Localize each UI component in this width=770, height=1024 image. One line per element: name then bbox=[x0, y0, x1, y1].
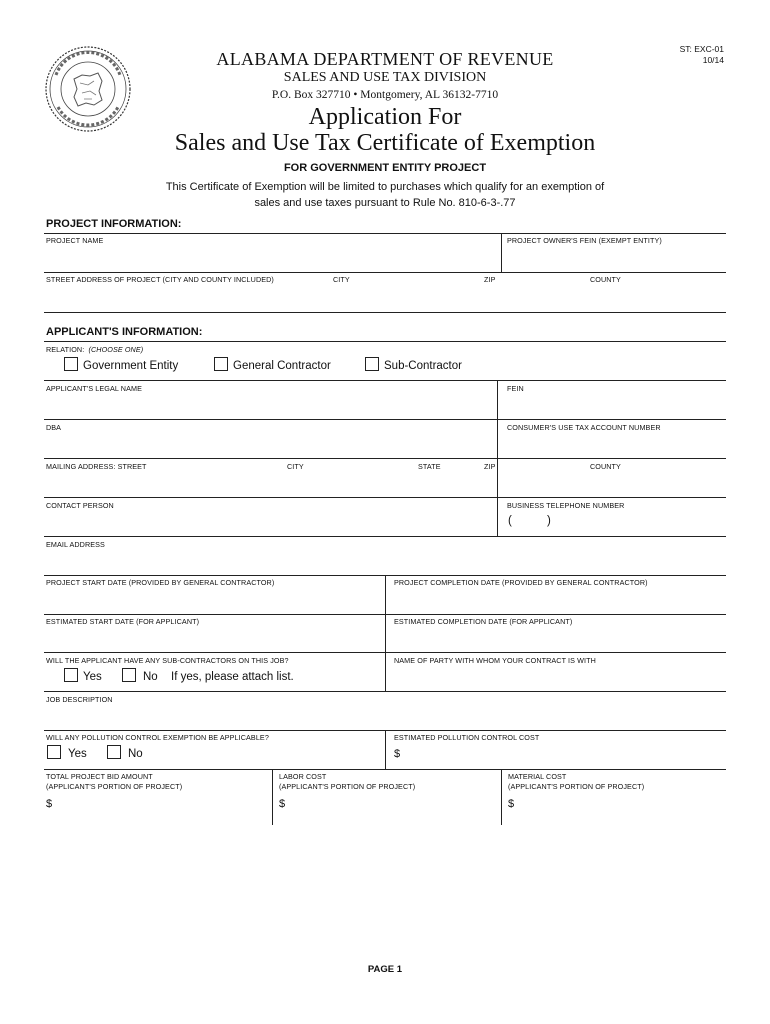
divider bbox=[44, 497, 726, 498]
form-subtitle: FOR GOVERNMENT ENTITY PROJECT bbox=[283, 162, 487, 174]
relation-government-checkbox[interactable] bbox=[64, 357, 78, 371]
total-bid-field[interactable]: $ bbox=[46, 798, 53, 810]
contract-party-field[interactable] bbox=[394, 666, 722, 690]
divider bbox=[44, 652, 726, 653]
relation-sub-contractor-label: Sub-Contractor bbox=[384, 360, 462, 372]
form-title-line1: Application For bbox=[308, 104, 462, 130]
material-cost-label-line2: (APPLICANT'S PORTION OF PROJECT) bbox=[508, 782, 645, 791]
mailing-street-label: MAILING ADDRESS: STREET bbox=[46, 462, 147, 471]
mailing-state-label: STATE bbox=[418, 462, 441, 471]
est-completion-label: ESTIMATED COMPLETION DATE (FOR APPLICANT) bbox=[394, 617, 573, 626]
pollution-yes-label: Yes bbox=[68, 748, 87, 760]
divider bbox=[44, 341, 726, 342]
department-name: ALABAMA DEPARTMENT OF REVENUE bbox=[216, 49, 554, 69]
material-cost-field[interactable]: $ bbox=[508, 798, 515, 810]
relation-general-contractor-checkbox[interactable] bbox=[214, 357, 228, 371]
divider bbox=[44, 536, 726, 537]
project-name-label: PROJECT NAME bbox=[46, 236, 104, 245]
project-completion-gc-field[interactable] bbox=[394, 588, 722, 612]
business-phone-field[interactable]: ( ) bbox=[508, 515, 551, 527]
divider bbox=[385, 730, 386, 769]
project-address-field[interactable] bbox=[46, 286, 722, 310]
relation-government-label: Government Entity bbox=[83, 360, 179, 372]
labor-cost-label-line2: (APPLICANT'S PORTION OF PROJECT) bbox=[279, 782, 416, 791]
subcontractors-yes-label: Yes bbox=[83, 671, 102, 683]
page-number: PAGE 1 bbox=[367, 964, 403, 975]
project-start-gc-label: PROJECT START DATE (PROVIDED BY GENERAL CONTRACTOR) bbox=[46, 578, 275, 587]
mailing-zip-label: ZIP bbox=[484, 462, 496, 471]
fein-label: FEIN bbox=[507, 384, 524, 393]
dba-field[interactable] bbox=[46, 433, 492, 457]
attach-list-note: If yes, please attach list. bbox=[171, 671, 294, 683]
email-field[interactable] bbox=[46, 550, 722, 574]
consumer-use-tax-field[interactable] bbox=[507, 433, 722, 457]
divider bbox=[44, 769, 726, 770]
est-start-field[interactable] bbox=[46, 627, 380, 651]
divider bbox=[44, 272, 726, 273]
relation-label-text: RELATION: bbox=[46, 345, 85, 354]
divider bbox=[272, 769, 273, 825]
mailing-address-field[interactable] bbox=[46, 472, 722, 496]
material-cost-label bbox=[508, 772, 644, 792]
project-start-gc-field[interactable] bbox=[46, 588, 380, 612]
labor-cost-label-line1: LABOR COST bbox=[279, 772, 327, 781]
intro-text bbox=[0, 179, 770, 211]
project-city-label: CITY bbox=[333, 275, 350, 284]
divider bbox=[501, 233, 502, 272]
divider bbox=[44, 458, 726, 459]
form-title-line2: Sales and Use Tax Certificate of Exemption bbox=[174, 130, 596, 156]
relation-label bbox=[46, 345, 143, 354]
dba-label: DBA bbox=[46, 423, 62, 432]
est-completion-field[interactable] bbox=[394, 627, 722, 651]
mailing-county-label: COUNTY bbox=[590, 462, 621, 471]
email-label: EMAIL ADDRESS bbox=[46, 540, 105, 549]
divider bbox=[44, 233, 726, 234]
divider bbox=[44, 614, 726, 615]
project-zip-label: ZIP bbox=[484, 275, 496, 284]
job-description-label: JOB DESCRIPTION bbox=[46, 695, 113, 704]
pollution-no-checkbox[interactable] bbox=[107, 745, 121, 759]
subcontractors-yes-checkbox[interactable] bbox=[64, 668, 78, 682]
total-bid-label bbox=[46, 772, 182, 792]
division-name: SALES AND USE TAX DIVISION bbox=[283, 70, 487, 85]
department-address: P.O. Box 327710 • Montgomery, AL 36132-7710 bbox=[271, 89, 499, 101]
project-street-label: STREET ADDRESS OF PROJECT (CITY AND COUNTY INCLUDED) bbox=[46, 275, 274, 284]
owner-fein-label: PROJECT OWNER'S FEIN (EXEMPT ENTITY) bbox=[507, 236, 662, 245]
legal-name-field[interactable] bbox=[46, 394, 492, 418]
contact-person-label: CONTACT PERSON bbox=[46, 501, 114, 510]
form-revision: 10/14 bbox=[702, 55, 724, 65]
subcontractors-no-checkbox[interactable] bbox=[122, 668, 136, 682]
divider bbox=[44, 380, 726, 381]
form-number: ST: EXC-01 bbox=[679, 44, 724, 54]
total-bid-label-line2: (APPLICANT'S PORTION OF PROJECT) bbox=[46, 782, 183, 791]
material-cost-label-line1: MATERIAL COST bbox=[508, 772, 567, 781]
labor-cost-label bbox=[279, 772, 415, 792]
relation-hint: (CHOOSE ONE) bbox=[88, 345, 144, 354]
pollution-cost-label: ESTIMATED POLLUTION CONTROL COST bbox=[394, 733, 540, 742]
divider bbox=[44, 312, 726, 313]
project-info-heading: PROJECT INFORMATION: bbox=[46, 218, 182, 230]
project-name-field[interactable] bbox=[46, 246, 496, 270]
divider bbox=[44, 419, 726, 420]
subcontractors-question: WILL THE APPLICANT HAVE ANY SUB-CONTRACTORS ON THIS JOB? bbox=[46, 656, 289, 665]
divider bbox=[501, 769, 502, 825]
est-start-label: ESTIMATED START DATE (FOR APPLICANT) bbox=[46, 617, 200, 626]
total-bid-label-line1: TOTAL PROJECT BID AMOUNT bbox=[46, 772, 153, 781]
pollution-no-label: No bbox=[128, 748, 143, 760]
contact-person-field[interactable] bbox=[46, 511, 492, 535]
pollution-cost-field[interactable]: $ bbox=[394, 748, 401, 760]
intro-line-2: sales and use taxes pursuant to Rule No. 810-6-3-.77 bbox=[254, 197, 516, 209]
contract-party-label: NAME OF PARTY WITH WHOM YOUR CONTRACT IS WITH bbox=[394, 656, 596, 665]
project-county-label: COUNTY bbox=[590, 275, 621, 284]
job-description-field[interactable] bbox=[46, 705, 722, 729]
fein-field[interactable] bbox=[507, 394, 722, 418]
subcontractors-no-label: No bbox=[143, 671, 158, 683]
intro-line-1: This Certificate of Exemption will be limited to purchases which qualify for an exemption of bbox=[165, 181, 605, 193]
owner-fein-field[interactable] bbox=[507, 246, 722, 270]
consumer-use-tax-label: CONSUMER'S USE TAX ACCOUNT NUMBER bbox=[507, 423, 661, 432]
relation-sub-contractor-checkbox[interactable] bbox=[365, 357, 379, 371]
pollution-question: WILL ANY POLLUTION CONTROL EXEMPTION BE APPLICABLE? bbox=[46, 733, 269, 742]
legal-name-label: APPLICANT'S LEGAL NAME bbox=[46, 384, 142, 393]
pollution-yes-checkbox[interactable] bbox=[47, 745, 61, 759]
applicant-info-heading: APPLICANT'S INFORMATION: bbox=[46, 326, 203, 338]
business-phone-label: BUSINESS TELEPHONE NUMBER bbox=[507, 501, 625, 510]
divider bbox=[385, 575, 386, 691]
divider bbox=[44, 691, 726, 692]
relation-general-contractor-label: General Contractor bbox=[233, 360, 331, 372]
mailing-city-label: CITY bbox=[287, 462, 304, 471]
project-completion-gc-label: PROJECT COMPLETION DATE (PROVIDED BY GENERAL CONTRACTOR) bbox=[394, 578, 648, 587]
labor-cost-field[interactable]: $ bbox=[279, 798, 286, 810]
